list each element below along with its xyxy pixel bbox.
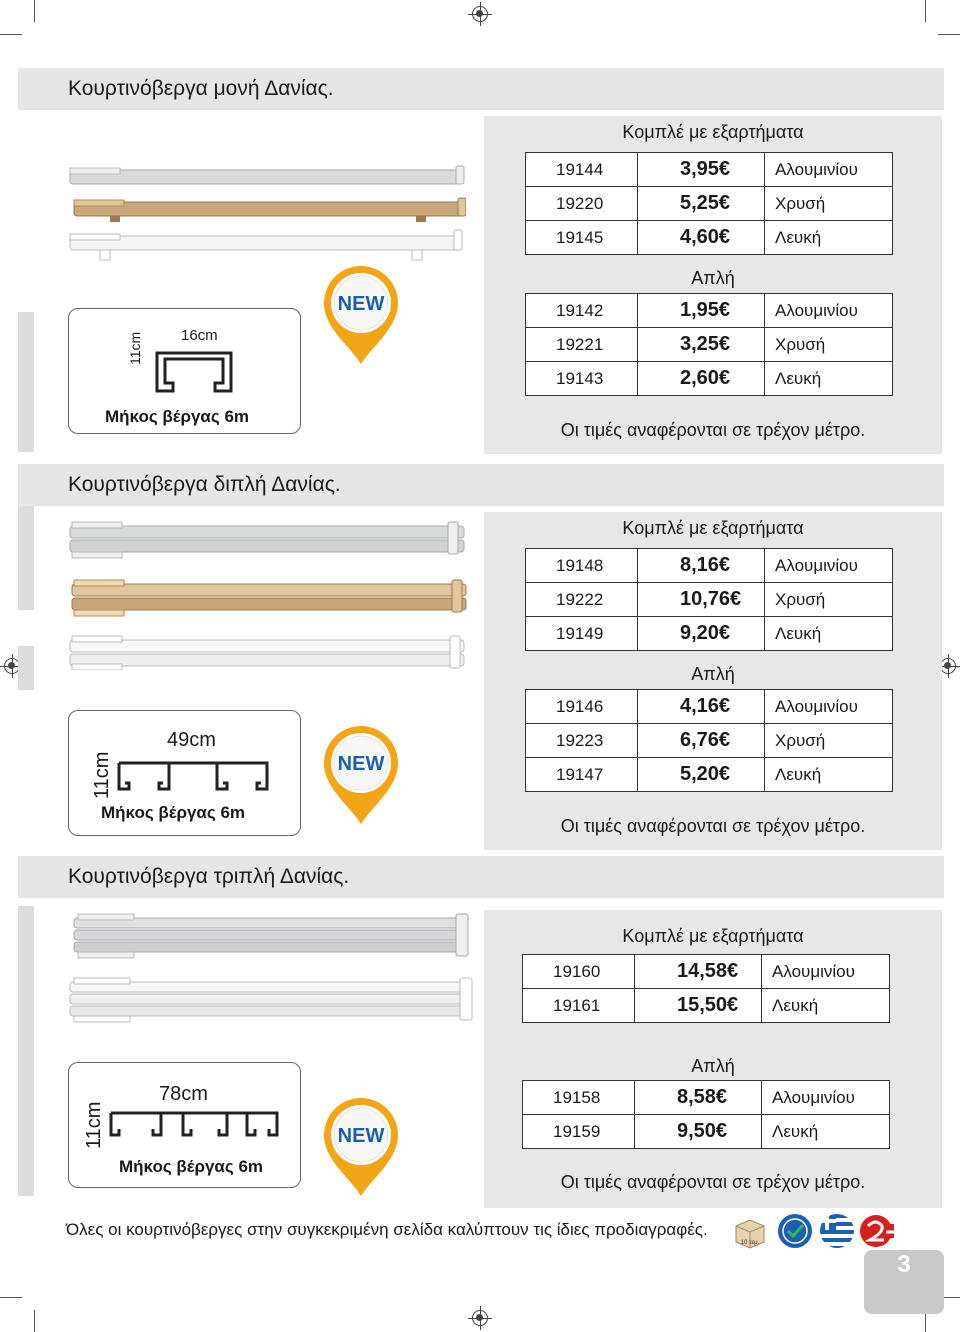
double-rod-image <box>66 518 476 670</box>
box-pack-icon <box>730 1214 770 1250</box>
product-code: 19145 <box>526 221 638 255</box>
product-price: 5,20€ <box>638 758 765 792</box>
single-rod-image <box>66 162 466 272</box>
product-price: 6,76€ <box>638 724 765 758</box>
plain-table <box>522 1080 890 1149</box>
product-code: 19143 <box>526 362 638 396</box>
product-price: 14,58€ <box>635 955 762 989</box>
crop-mark <box>34 1310 35 1332</box>
product-color: Αλουμινίου <box>765 690 893 724</box>
side-strip <box>18 906 34 1196</box>
profile-width-label: 16cm <box>181 327 218 344</box>
footer-specs-text: Όλες οι κουρτινόβεργες στην συγκεκριμένη σελίδα καλύπτουν τις ίδιες προδιαγραφές. <box>66 1220 708 1239</box>
table-row <box>526 328 893 362</box>
product-color: Αλουμινίου <box>765 153 893 187</box>
product-color: Λευκή <box>762 1115 890 1149</box>
side-strip <box>18 312 34 452</box>
product-price: 3,25€ <box>638 328 765 362</box>
registration-mark-icon <box>940 658 956 674</box>
product-code: 19148 <box>526 549 638 583</box>
new-badge-icon <box>320 262 402 366</box>
table-row <box>526 583 893 617</box>
product-code: 19142 <box>526 294 638 328</box>
crop-mark <box>0 34 22 35</box>
product-price: 2,60€ <box>638 362 765 396</box>
product-code: 19159 <box>523 1115 635 1149</box>
price-note: Οι τιμές αναφέρονται σε τρέχον μέτρο. <box>560 1172 866 1192</box>
profile-section-icon <box>109 1109 281 1139</box>
product-color: Χρυσή <box>765 328 893 362</box>
new-badge-text: NEW <box>337 753 385 775</box>
product-price: 9,20€ <box>638 617 765 651</box>
product-price: 9,50€ <box>635 1115 762 1149</box>
table-row <box>523 955 890 989</box>
triple-rod-image <box>66 912 480 1036</box>
full-set-table <box>525 152 893 255</box>
product-color: Χρυσή <box>765 724 893 758</box>
table-row <box>526 724 893 758</box>
plain-table <box>525 293 893 396</box>
table-row <box>526 758 893 792</box>
registration-mark-icon <box>472 1310 488 1326</box>
product-price: 4,60€ <box>638 221 765 255</box>
product-color: Αλουμινίου <box>765 549 893 583</box>
product-price: 8,16€ <box>638 549 765 583</box>
profile-section-icon <box>117 757 277 793</box>
new-badge-text: NEW <box>337 1125 385 1147</box>
product-code: 19149 <box>526 617 638 651</box>
box-pack-label: 10 τεμ. <box>740 1240 760 1246</box>
full-set-title: Κομπλέ με εξαρτήματα <box>622 122 804 142</box>
product-price: 8,58€ <box>635 1081 762 1115</box>
product-code: 19223 <box>526 724 638 758</box>
registration-mark-icon <box>472 6 488 22</box>
profile-section-icon <box>155 345 235 397</box>
profile-diagram <box>68 1062 301 1188</box>
greek-flag-icon <box>818 1212 856 1250</box>
product-price: 15,50€ <box>635 989 762 1023</box>
product-price: 3,95€ <box>638 153 765 187</box>
product-color: Λευκή <box>765 362 893 396</box>
table-row <box>526 617 893 651</box>
price-panel <box>484 116 942 454</box>
product-color: Λευκή <box>762 989 890 1023</box>
product-color: Λευκή <box>765 221 893 255</box>
profile-diagram <box>68 308 301 434</box>
price-note: Οι τιμές αναφέρονται σε τρέχον μέτρο. <box>560 420 866 440</box>
product-color: Λευκή <box>765 758 893 792</box>
product-color: Λευκή <box>765 617 893 651</box>
profile-width-label: 78cm <box>159 1083 208 1105</box>
full-set-title: Κομπλέ με εξαρτήματα <box>622 926 804 946</box>
profile-width-label: 49cm <box>167 729 216 751</box>
product-color: Αλουμινίου <box>765 294 893 328</box>
plain-title: Απλή <box>691 1056 735 1076</box>
price-panel <box>484 910 942 1208</box>
crop-mark <box>938 34 960 35</box>
product-code: 19158 <box>523 1081 635 1115</box>
product-price: 10,76€ <box>638 583 765 617</box>
table-row <box>523 1081 890 1115</box>
crop-mark <box>0 1297 22 1298</box>
product-code: 19144 <box>526 153 638 187</box>
table-row <box>526 221 893 255</box>
full-set-title: Κομπλέ με εξαρτήματα <box>622 518 804 538</box>
product-code: 19220 <box>526 187 638 221</box>
product-code: 19222 <box>526 583 638 617</box>
section-title: Κουρτινόβεργα διπλή Δανίας. <box>18 464 944 506</box>
plain-table <box>525 689 893 792</box>
quality-seal-icon <box>776 1212 814 1250</box>
new-badge-icon <box>320 722 402 826</box>
table-row <box>526 153 893 187</box>
profile-height-label: 11cm <box>83 1101 105 1149</box>
plain-title: Απλή <box>691 664 735 684</box>
profile-diagram <box>68 710 301 836</box>
product-color: Αλουμινίου <box>762 1081 890 1115</box>
product-price: 4,16€ <box>638 690 765 724</box>
product-color: Χρυσή <box>765 187 893 221</box>
product-code: 19146 <box>526 690 638 724</box>
table-row <box>526 362 893 396</box>
crop-mark <box>34 0 35 22</box>
full-set-table <box>522 954 890 1023</box>
product-color: Χρυσή <box>765 583 893 617</box>
brand-logo-icon <box>858 1212 898 1250</box>
table-row <box>526 549 893 583</box>
page-number: 3 <box>864 1250 944 1314</box>
product-code: 19161 <box>523 989 635 1023</box>
profile-height-label: 11cm <box>127 331 143 365</box>
side-strip <box>18 506 34 610</box>
section-title: Κουρτινόβεργα τριπλή Δανίας. <box>18 856 944 898</box>
side-strip <box>18 646 34 690</box>
product-code: 19147 <box>526 758 638 792</box>
rod-length-label: Μήκος βέργας 6m <box>105 407 250 426</box>
product-color: Αλουμινίου <box>762 955 890 989</box>
profile-height-label: 11cm <box>91 751 113 799</box>
product-code: 19221 <box>526 328 638 362</box>
product-price: 5,25€ <box>638 187 765 221</box>
table-row <box>526 294 893 328</box>
full-set-table <box>525 548 893 651</box>
product-code: 19160 <box>523 955 635 989</box>
product-price: 1,95€ <box>638 294 765 328</box>
price-note: Οι τιμές αναφέρονται σε τρέχον μέτρο. <box>560 816 866 836</box>
table-row <box>523 989 890 1023</box>
new-badge-icon <box>320 1094 402 1198</box>
crop-mark <box>925 0 926 22</box>
new-badge-text: NEW <box>337 293 385 315</box>
table-row <box>523 1115 890 1149</box>
price-panel <box>484 512 942 850</box>
table-row <box>526 187 893 221</box>
table-row <box>526 690 893 724</box>
plain-title: Απλή <box>691 268 735 288</box>
rod-length-label: Μήκος βέργας 6m <box>101 803 246 822</box>
rod-length-label: Μήκος βέργας 6m <box>119 1157 264 1176</box>
section-title: Κουρτινόβεργα μονή Δανίας. <box>18 68 944 110</box>
